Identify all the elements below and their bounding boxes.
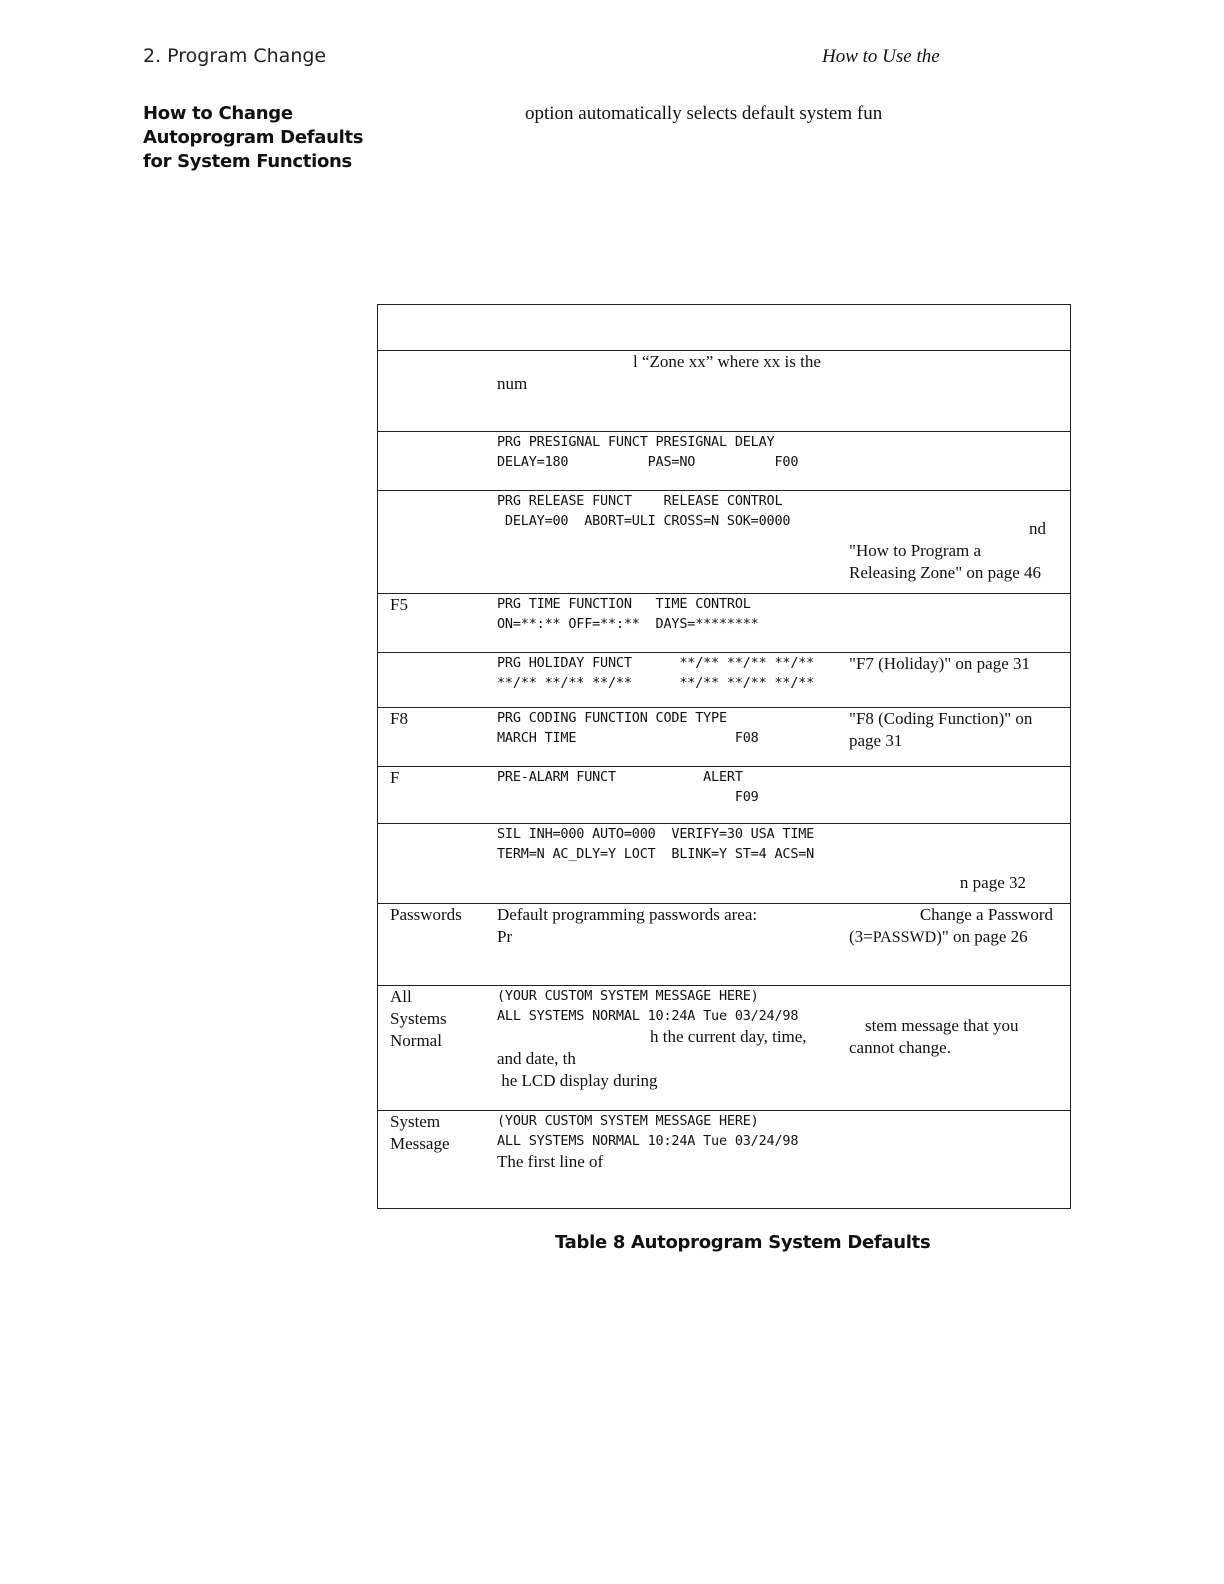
reference-line: "F8 (Coding Function)" on: [849, 709, 1033, 728]
description-line: l “Zone xx” where xx is the: [633, 352, 821, 371]
description-line: and date, th: [497, 1049, 576, 1068]
description-line: h the current day, time,: [650, 1027, 807, 1046]
setting-description: [494, 351, 849, 432]
table-row: [378, 351, 1071, 432]
lcd-line: **/** **/** **/** **/** **/** **/**: [497, 675, 815, 691]
table-row: [378, 594, 1071, 653]
lcd-line: PRE-ALARM FUNCT ALERT: [497, 769, 743, 785]
lcd-line: ALL SYSTEMS NORMAL 10:24A Tue 03/24/98: [497, 1133, 799, 1149]
table-row: [378, 653, 1071, 708]
reference-line: Releasing Zone" on page 46: [849, 563, 1041, 582]
reference-line: "How to Program a: [849, 541, 982, 560]
table-row: [378, 1111, 1071, 1209]
lcd-display: [494, 653, 849, 708]
reference-line: stem message that you: [865, 1016, 1019, 1035]
function-key-label: F: [378, 767, 495, 824]
row-label: [378, 986, 495, 1111]
description-line: he LCD display during: [497, 1071, 658, 1090]
description-line: The first line of: [497, 1152, 604, 1171]
table-row: [378, 986, 1071, 1111]
function-key-label: F5: [378, 594, 495, 653]
lcd-line: (YOUR CUSTOM SYSTEM MESSAGE HERE): [497, 1113, 759, 1129]
function-key-label: F8: [378, 708, 495, 767]
lcd-display: [494, 491, 849, 594]
table-row: [378, 432, 1071, 491]
reference-line: page 31: [849, 731, 903, 750]
reference-line: [849, 926, 1070, 949]
table-row: [378, 767, 1071, 824]
row-label-line: Normal: [390, 1031, 442, 1050]
reference-cell: [849, 491, 1071, 594]
description-line: Pr: [497, 927, 513, 946]
row-label-line: All: [390, 987, 412, 1006]
section-title-line: How to Change: [143, 103, 293, 124]
row-label: Passwords: [378, 904, 495, 986]
lcd-line: PRG TIME FUNCTION TIME CONTROL: [497, 596, 751, 612]
reference-cell: [849, 708, 1071, 767]
lcd-line: SIL INH=000 AUTO=000 VERIFY=30 USA TIME: [497, 826, 815, 842]
lcd-line: DELAY=00 ABORT=ULI CROSS=N SOK=0000: [497, 513, 791, 529]
running-title: How to Use the: [822, 46, 940, 67]
lcd-line: ALL SYSTEMS NORMAL 10:24A Tue 03/24/98: [497, 1008, 799, 1024]
lcd-display: [494, 708, 849, 767]
reference-cell: [849, 904, 1071, 986]
reference-text: )" on page 26: [936, 927, 1028, 946]
reference-line: "F7 (Holiday)" on page 31: [849, 654, 1031, 673]
lcd-line: PRG PRESIGNAL FUNCT PRESIGNAL DELAY: [497, 434, 775, 450]
reference-text: (3=: [849, 927, 873, 946]
lcd-display: [494, 594, 849, 653]
lcd-line: ON=**:** OFF=**:** DAYS=********: [497, 616, 759, 632]
description-line: Default programming passwords area:: [497, 905, 758, 924]
section-title-line: Autoprogram Defaults: [143, 127, 364, 148]
reference-line: cannot change.: [849, 1038, 951, 1057]
chapter-header: 2. Program Change: [143, 45, 327, 67]
defaults-table: [377, 304, 1071, 1209]
table-row: [378, 904, 1071, 986]
lcd-display: [494, 432, 849, 491]
lcd-line: TERM=N AC_DLY=Y LOCT BLINK=Y ST=4 ACS=N: [497, 846, 815, 862]
lcd-line: PRG HOLIDAY FUNCT **/** **/** **/**: [497, 655, 815, 671]
table-row: [378, 708, 1071, 767]
lcd-line: PRG RELEASE FUNCT RELEASE CONTROL: [497, 493, 783, 509]
lcd-display: [494, 767, 849, 824]
section-title-line: for System Functions: [143, 151, 352, 172]
lcd-display: [494, 1111, 849, 1209]
row-label-line: Message: [390, 1134, 450, 1153]
lcd-line: F09: [497, 789, 759, 805]
reference-line: n page 32: [959, 873, 1026, 892]
reference-text: PASSWD: [872, 929, 937, 946]
lcd-display: [494, 824, 849, 904]
row-label-line: System: [390, 1112, 441, 1131]
table-row: [378, 305, 1071, 351]
reference-cell: [849, 986, 1071, 1111]
table-row: [378, 491, 1071, 594]
description-line: num: [497, 374, 528, 393]
lcd-line: DELAY=180 PAS=NO F00: [497, 454, 799, 470]
intro-paragraph: option automatically selects default system fun: [525, 103, 883, 124]
reference-cell: [849, 824, 1071, 904]
reference-line: nd: [1029, 519, 1046, 538]
setting-description: [494, 904, 849, 986]
table-row: [378, 824, 1071, 904]
lcd-line: MARCH TIME F08: [497, 730, 759, 746]
reference-cell: [849, 653, 1071, 708]
lcd-display: [494, 986, 849, 1111]
table-caption: Table 8 Autoprogram System Defaults: [555, 1232, 931, 1253]
lcd-line: PRG CODING FUNCTION CODE TYPE: [497, 710, 727, 726]
reference-line: Change a Password: [919, 905, 1053, 924]
lcd-line: (YOUR CUSTOM SYSTEM MESSAGE HERE): [497, 988, 759, 1004]
row-label-line: Systems: [390, 1009, 447, 1028]
row-label: [378, 1111, 495, 1209]
section-title: [143, 102, 373, 174]
